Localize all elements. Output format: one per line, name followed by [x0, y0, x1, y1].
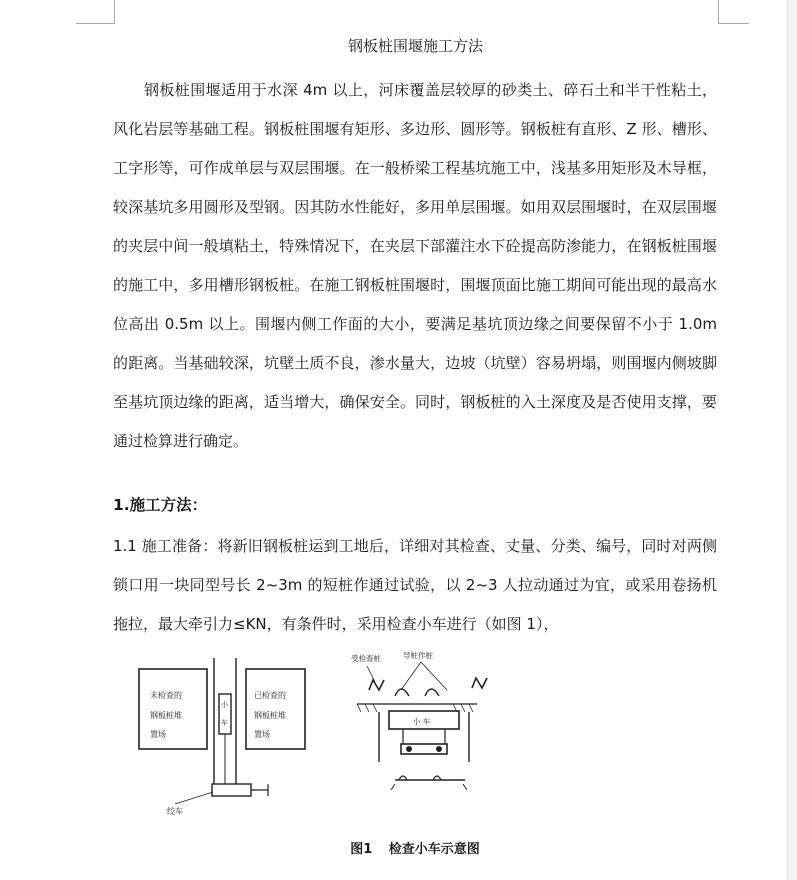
figure-caption-text: 检查小车示意图 [388, 842, 480, 857]
winch-leader-line [175, 792, 213, 804]
figure-1-drawing [133, 652, 473, 827]
section-heading: 1.施工方法： [113, 496, 208, 514]
figure-1 [133, 652, 473, 827]
inspected-pile-label: 受检查桩 [351, 654, 381, 663]
page-corner-top-right [718, 0, 749, 24]
sheet-pile-shape-right [472, 678, 487, 688]
window-edge [787, 0, 797, 880]
document-title: 钢板桩围堰施工方法 [347, 37, 483, 55]
winch-icon [212, 784, 251, 796]
inspection-cart-label: 小 车 [413, 717, 431, 726]
guide-pile-label: 导桩作桩 [403, 651, 433, 660]
cart-box [219, 694, 231, 734]
guide-pile-shapes [395, 689, 439, 696]
page-corner-top-left [76, 0, 115, 24]
intro-paragraph: 钢板桩围堰适用于水深 4m 以上，河床覆盖层较厚的砂类土、碎石土和半干性粘土，风化岩层等基础工程。钢板桩围堰有矩形、多边形、圆形等。钢板桩有直形、Z 形、槽形、工字形等，可作成单层与双层围堰。在一般桥梁工程基坑施工中，浅基多用矩形及木导框，较深基坑多用圆形及型钢。因其防水性能好，多用单层围堰。如用双层围堰时，在双层围堰的夹层中间一般填粘土，特殊情况下，在夹层下部灌注水下砼提高防渗能力，在钢板桩围堰的施工中，多用槽形钢板桩。在施工钢板桩围堰时，围堰顶面比施工期间可能出现的最高水位高出 0.5m 以上。围堰内侧工作面的大小，要满足基坑顶边缘之间要保留不小于 1.0m 的距离。当基础较深，坑壁土质不良，渗水量大，边坡（坑壁）容易坍塌，则围堰内侧坡脚至基坑顶边缘的距离，适当增大，确保安全。同时，钢板桩的入土深度及是否使用支撑，要通过检算进行确定。 [113, 81, 717, 450]
cart-vertical-label: 小 车 [221, 701, 228, 727]
checked-yard-label: 已检查的 钢板桩堆 置场 [254, 691, 286, 739]
winch-label: 绞车 [167, 807, 183, 816]
figure-caption-number: 图1 [350, 842, 373, 857]
sheet-pile-shape-left [369, 680, 384, 690]
figure-caption [113, 840, 717, 860]
unchecked-yard-label: 未检查的 钢板桩堆 置场 [150, 691, 182, 739]
step-1-1-paragraph: 1.1 施工准备：将新旧钢板桩运到工地后，详细对其检查、丈量、分类、编号，同时对两侧锁口用一块同型号长 2~3m 的短桩作通过试验，以 2~3 人拉动通过为宜，或采用卷扬机拖拉，最大牵引力≤KN，有条件时，采用检查小车进行（如图 1）， [113, 537, 717, 633]
